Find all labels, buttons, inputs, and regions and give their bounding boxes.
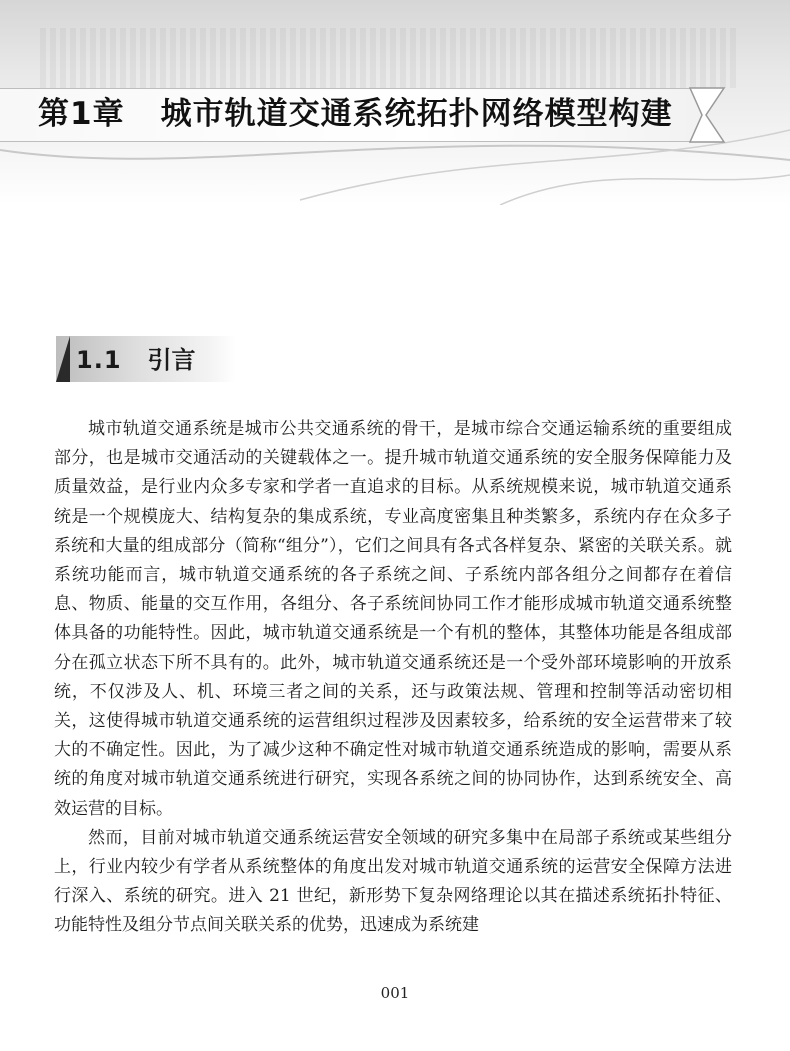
chapter-heading [38, 92, 673, 136]
paragraph: 然而，目前对城市轨道交通系统运营安全领域的研究多集中在局部子系统或某些组分上，行业内较少有学者从系统整体的角度出发对城市轨道交通系统的运营安全保障方法进行深入、系统的研究。进入 21 世纪，新形势下复杂网络理论以其在描述系统拓扑特征、功能特性及组分节点间关联关系的优势，迅速成为系统建 [54, 827, 732, 936]
chapter-title-text: 城市轨道交通系统拓扑网络模型构建 [160, 96, 673, 132]
page-number: 001 [380, 984, 410, 1002]
section-tick-decoration [56, 336, 70, 382]
section-number: 1.1 [76, 346, 122, 374]
paragraph: 城市轨道交通系统是城市公共交通系统的骨干，是城市综合交通运输系统的重要组成部分，也是城市交通活动的关键载体之一。提升城市轨道交通系统的安全服务保障能力及质量效益，是行业内众多专家和学者一直追求的目标。从系统规模来说，城市轨道交通系统是一个规模庞大、结构复杂的集成系统，专业高度密集且种类繁多，系统内存在众多子系统和大量的组成部分（简称“组分”），它们之间具有各式各样复杂、紧密的关联关系。就系统功能而言，城市轨道交通系统的各子系统之间、子系统内部各组分之间都存在着信息、物质、能量的交互作用，各组分、各子系统间协同工作才能形成城市轨道交通系统整体具备的功能特性。因此，城市轨道交通系统是一个有机的整体，其整体功能是各组成部分在孤立状态下所不具有的。此外，城市轨道交通系统还是一个受外部环境影响的开放系统，不仅涉及人、机、环境三者之间的关系，还与政策法规、管理和控制等活动密切相关，这使得城市轨道交通系统的运营组织过程涉及因素较多，给系统的安全运营带来了较大的不确定性。因此，为了减少这种不确定性对城市轨道交通系统造成的影响，需要从系统的角度对城市轨道交通系统进行研究，实现各系统之间的协同协作，达到系统安全、高效运营的目标。 [54, 419, 732, 819]
section-title-text: 引言 [147, 346, 196, 374]
chapter-arrow-decoration [688, 86, 728, 144]
chapter-number: 第1章 [38, 96, 125, 132]
body-text [54, 415, 732, 941]
section-heading [76, 339, 196, 381]
